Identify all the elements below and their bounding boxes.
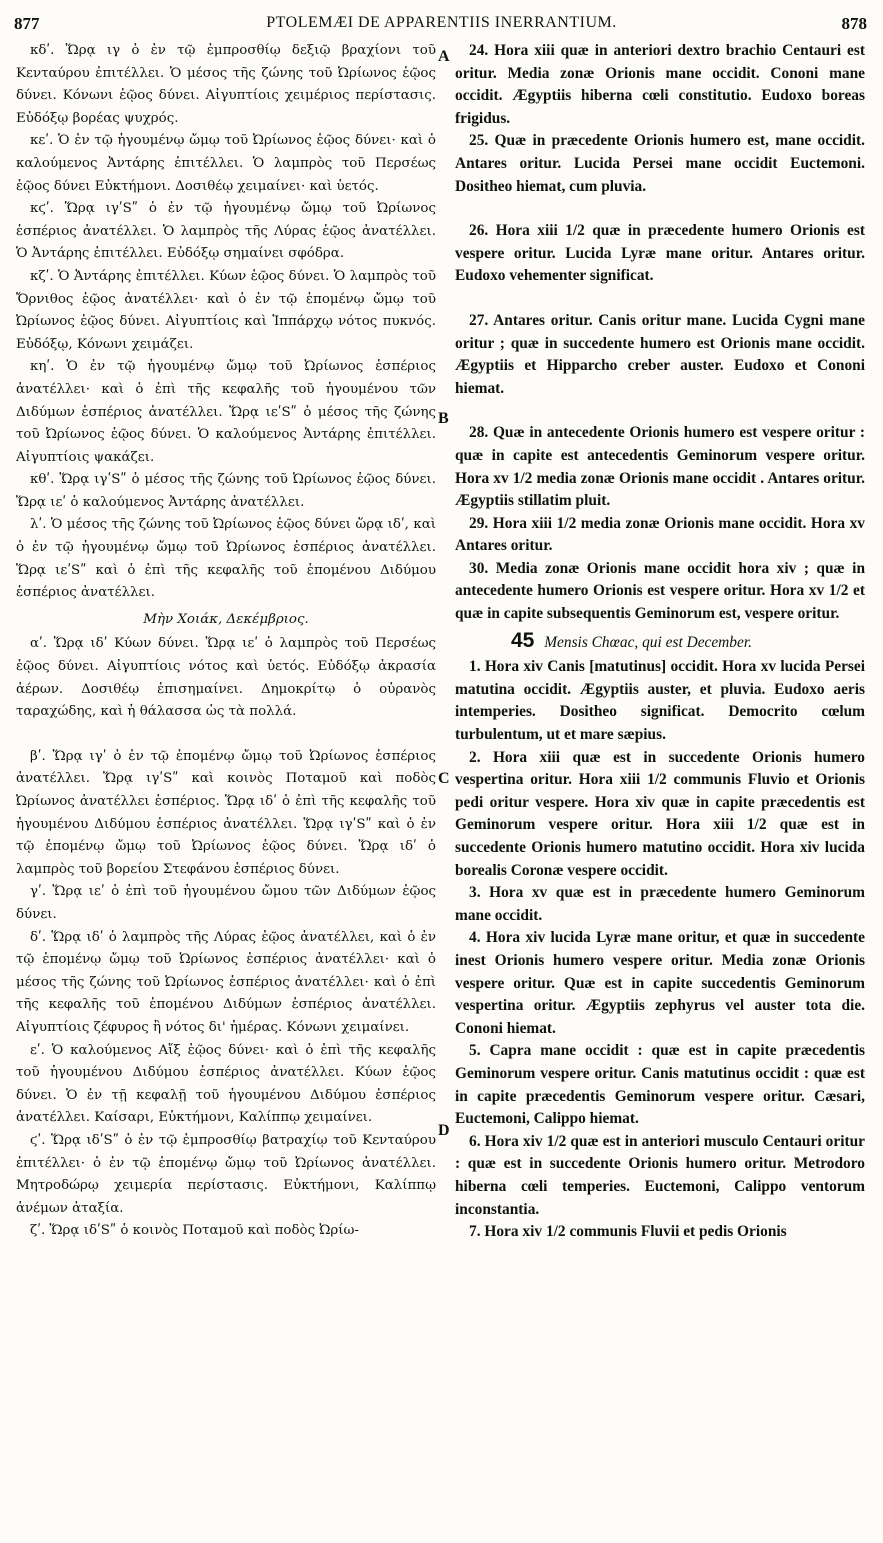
latin-entry: 27. Antares oritur. Canis oritur mane. Lucida Cygni mane oritur ; quæ in succedente humero est Orionis mane occidit. Ægyptiis et Hipparcho creber auster. Eudoxo et Cononi hiemat. xyxy=(455,311,865,397)
latin-entry: 7. Hora xiv 1/2 communis Fluvii et pedis Orionis xyxy=(469,1223,787,1241)
greek-entry: κθʹ. Ὥρᾳ ιγʹSʺ ὁ μέσος τῆς ζώνης τοῦ Ὠρίωνος ἑῷος δύνει. Ὥρᾳ ιεʹ ὁ καλούμενος Ἀντάρης ἀνατέλλει. xyxy=(16,472,436,510)
greek-entry: βʹ. Ὥρᾳ ιγʹ ὁ ἐν τῷ ἑπομένῳ ὤμῳ τοῦ Ὠρίωνος ἑσπέριος ἀνατέλλει. Ὥρᾳ ιγʹSʺ καὶ κοινὸς Ποταμοῦ καὶ ποδὸς Ὠρίωνος ἀνατέλλει ἑσπέριος. Ὥρᾳ ιδʹ ὁ ἐπὶ τῆς κεφαλῆς τοῦ ἡγουμένου Διδύμου ἑσπέριος ἀνατέλλει. Ὥρᾳ ιγʹSʺ καὶ ὁ ἐν τῷ ἑπομένῳ ὤμῳ τοῦ Ὠρίωνος ἑῷος δύνει. Ὥρᾳ ιδʹ ὁ λαμπρὸς τοῦ βορείου Στεφάνου ἑσπέριος δύνει. xyxy=(16,748,436,877)
greek-entry: κϛʹ. Ὥρᾳ ιγʹSʺ ὁ ἐν τῷ ἡγουμένῳ ὤμῳ τοῦ Ὠρίωνος ἑσπέριος ἀνατέλλει. Ὁ λαμπρὸς τῆς Λύρας ἑῷος ἀνατέλλει. Ὁ Ἀντάρης ἐπιτέλλει. Εὐδόξῳ σημαίνει σφόδρα. xyxy=(16,201,436,262)
greek-entry: αʹ. Ὥρᾳ ιδʹ Κύων δύνει. Ὥρᾳ ιεʹ ὁ λαμπρὸς τοῦ Περσέως ἑῷος δύνει. Αἰγυπτίοις νότος καὶ ὑετός. Εὐδόξῳ ἀκρασία ἀέρων. Δοσιθέῳ ἐπισημαίνει. Δημοκρίτῳ ὁ οὐρανὸς ταραχώδης, καὶ ἡ θάλασσα ὡς τὰ πολλά. xyxy=(16,636,436,720)
greek-entry: κηʹ. Ὁ ἐν τῷ ἡγουμένῳ ὤμῳ τοῦ Ὠρίωνος ἑσπέριος ἀνατέλλει· καὶ ὁ ἐπὶ τῆς κεφαλῆς τοῦ ἡγουμένου τῶν Διδύμων ἑσπέριος ἀνατέλλει. Ὥρᾳ ιεʹSʺ ὁ μέσος τῆς ζώνης τοῦ Ὠρίωνος ἑῷος δύνει. Ὁ καλούμενος Ἀντάρης ἐπιτέλλει. Αἰγυπτίοις ψακάζει. xyxy=(16,359,436,465)
section-marker-c: C xyxy=(438,770,450,787)
section-marker-b: B xyxy=(438,410,449,427)
latin-entry: 2. Hora xiii quæ est in succedente Orionis humero vespertina oritur. Hora xiii 1/2 communis Fluvio et Orionis pedi oritur vespere. Hora xiv quæ in capite præcedentis est Geminorum vespere oritur. Hora xiii 1/2 quæ est in succedente Orionis humero matutino occidit. Hora xiv lucida borealis Coronæ vespere occidit. xyxy=(455,748,865,879)
greek-entry: ζʹ. Ὥρᾳ ιδʹSʺ ὁ κοινὸς Ποταμοῦ καὶ ποδὸς Ὠρίω- xyxy=(30,1223,359,1239)
greek-entry: εʹ. Ὁ καλούμενος Αἴξ ἑῷος δύνει· καὶ ὁ ἐπὶ τῆς κεφαλῆς τοῦ ἡγουμένου Διδύμου ἑσπέριος ἀνατέλλει. Κύων ἑῷος δύνει. Ὁ ἐν τῇ κεφαλῇ τοῦ ἡγουμένου Διδύμου ἑσπέριος ἀνατέλλει. Καίσαρι, Εὐκτήμονι, Καλίππῳ χειμαίνει. xyxy=(16,1042,436,1126)
latin-entry: 26. Hora xiii 1/2 quæ in præcedente humero Orionis est vespere oritur. Lucida Lyræ mane oritur. Antares oritur. Eudoxo vehementer significat. xyxy=(455,222,865,285)
latin-entry: 30. Media zonæ Orionis mane occidit hora xiv ; quæ in antecedente humero Orionis est vespere oritur. Hora xv 1/2 et quæ in capite subsequentis Geminorum est, vespere oritur. xyxy=(455,559,865,623)
latin-entry: 5. Capra mane occidit : quæ est in capite præcedentis Geminorum vespere oritur. Canis matutinus occidit : quæ est in capite præcedentis Geminorum vespere oritur. Cæsari, Euctemoni, Calippo hiemat. xyxy=(455,1042,865,1128)
latin-entry: 4. Hora xiv lucida Lyræ mane oritur, et quæ in succedente inest Orionis humero vespere oritur. Media zonæ Orionis vespere oritur. Quæ est in capite succedentis Geminorum vespertina oritur. Ægyptiis zephyrus vel auster tota die. Cononi hiemat. xyxy=(455,929,865,1037)
latin-entry: 25. Quæ in præcedente Orionis humero est, mane occidit. Antares oritur. Lucida Persei mane occidit Euctemoni. Dositheo hiemat, cum pluvia. xyxy=(455,132,865,195)
section-marker-a: A xyxy=(438,48,450,65)
latin-entry: 1. Hora xiv Canis [matutinus] occidit. Hora xv lucida Persei matutina occidit. Ægyptiis auster, et pluvia. Eudoxo aeris intemperies. Dositheo significat. Democrito cœlum turbulentum, ut et mare sæpius. xyxy=(455,658,865,744)
greek-entry: κζʹ. Ὁ Ἀντάρης ἐπιτέλλει. Κύων ἑῷος δύνει. Ὁ λαμπρὸς τοῦ Ὄρνιθος ἑῷος ἀνατέλλει· καὶ ὁ ἐν τῷ ἑπομένῳ ὤμῳ τοῦ Ὠρίωνος ἑῷος δύνει. Αἰγυπτίοις καὶ Ἱππάρχῳ νότος πυκνός. Εὐδόξῳ, Κόνωνι χειμάζει. xyxy=(16,268,436,352)
latin-month-title: Mensis Chœac, qui est December. xyxy=(544,633,752,651)
section-marker-d: D xyxy=(438,1122,450,1139)
latin-entry: 29. Hora xiii 1/2 media zonæ Orionis mane occidit. Hora xv Antares oritur. xyxy=(455,514,865,555)
greek-entry: ϛʹ. Ὥρᾳ ιδʹSʺ ὁ ἐν τῷ ἐμπροσθίῳ βατραχίῳ τοῦ Κενταύρου ἐπιτέλλει· ὁ ἐν τῷ ἑπομένῳ ὤμῳ τοῦ Ὠρίωνος ἀνατέλλει. Μητροδώρῳ χειμερία περίστασις. Εὐκτήμονι, Καλίππῳ ἀνέμων ἀταξία. xyxy=(16,1132,436,1216)
running-title: PTOLEMÆI DE APPARENTIIS INERRANTIUM. xyxy=(266,14,617,31)
greek-entry: κδʹ. Ὥρᾳ ιγ ὁ ἐν τῷ ἐμπροσθίῳ δεξιῷ βραχίονι τοῦ Κενταύρου ἐπιτέλλει. Ὁ μέσος τῆς ζώνης τοῦ Ὠρίωνος ἑῷος δύνει. Κόνωνι ἑῷος δύνει. Αἰγυπτίοις χειμέριος περίστασις. Εὐδόξῳ βορέας ψυχρός. xyxy=(16,43,436,126)
page-header xyxy=(0,0,883,40)
month-section-number: 45 xyxy=(511,628,535,652)
latin-month-heading xyxy=(455,630,865,655)
latin-column xyxy=(455,40,865,1535)
page-number-left: 877 xyxy=(14,14,40,33)
page-number-right: 878 xyxy=(841,14,867,33)
latin-entry: 28. Quæ in antecedente Orionis humero est vespere oritur : quæ in capite est antecedentis Geminorum vespere oritur. Hora xv 1/2 media zonæ Orionis mane occidit . Antares oritur. Ægyptiis stillatim pluit. xyxy=(455,424,865,510)
greek-column xyxy=(16,40,436,1535)
greek-month-heading: Μὴν Χοιάκ, Δεκέμβριος. xyxy=(143,611,309,627)
greek-entry: κεʹ. Ὁ ἐν τῷ ἡγουμένῳ ὤμῳ τοῦ Ὠρίωνος ἑῷος δύνει· καὶ ὁ καλούμενος Ἀντάρης ἐπιτέλλει. Ὁ λαμπρὸς τοῦ Περσέως ἑῷος δύνει Εὐκτήμονι. Δοσιθέῳ χειμαίνει· καὶ ὑετός. xyxy=(16,133,436,194)
latin-entry: 3. Hora xv quæ est in præcedente humero Geminorum mane occidit. xyxy=(455,884,865,924)
greek-entry: λʹ. Ὁ μέσος τῆς ζώνης τοῦ Ὠρίωνος ἑῷος δύνει ὥρᾳ ιδʹ, καὶ ὁ ἐν τῷ ἡγουμένῳ ὤμῳ τοῦ Ὠρίωνος ἑσπέριος ἀνατέλλει. Ὥρᾳ ιεʹSʺ καὶ ὁ ἐπὶ τῆς κεφαλῆς τοῦ ἑπομένου Διδύμου ἑσπέριος ἀνατέλλει. xyxy=(16,517,436,601)
greek-entry: δʹ. Ὥρᾳ ιδʹ ὁ λαμπρὸς τῆς Λύρας ἑῷος ἀνατέλλει, καὶ ὁ ἐν τῷ ἑπομένῳ ὤμῳ τοῦ Ὠρίωνος ἑσπέριος ἀνατέλλει· καὶ ὁ μέσος τῆς ζώνης τοῦ Ὠρίωνος ἑσπέριος ἀνατέλλει· καὶ ὁ ἐπὶ τῆς κεφαλῆς τοῦ ἑπομένου Διδύμων ἑσπέριος ἀνατέλλει. Αἰγυπτίοις ζέφυρος ἢ νότος δι' ἡμέρας. Κόνωνι χειμαίνει. xyxy=(16,929,436,1035)
latin-entry: 6. Hora xiv 1/2 quæ est in anteriori musculo Centauri oritur : quæ est in succedente Orionis humero oritur. Metrodoro hiberna cœli temperies. Euctemoni, Calippo ventorum inconstantia. xyxy=(455,1132,865,1218)
latin-entry: 24. Hora xiii quæ in anteriori dextro brachio Centauri est oritur. Media zonæ Orionis mane occidit. Cononi mane occidit. Ægyptiis hiberna cœli constitutio. Eudoxo boreas frigidus. xyxy=(455,42,865,127)
greek-entry: γʹ. Ὥρᾳ ιεʹ ὁ ἐπὶ τοῦ ἡγουμένου ὤμου τῶν Διδύμων ἑῷος δύνει. xyxy=(16,884,436,922)
